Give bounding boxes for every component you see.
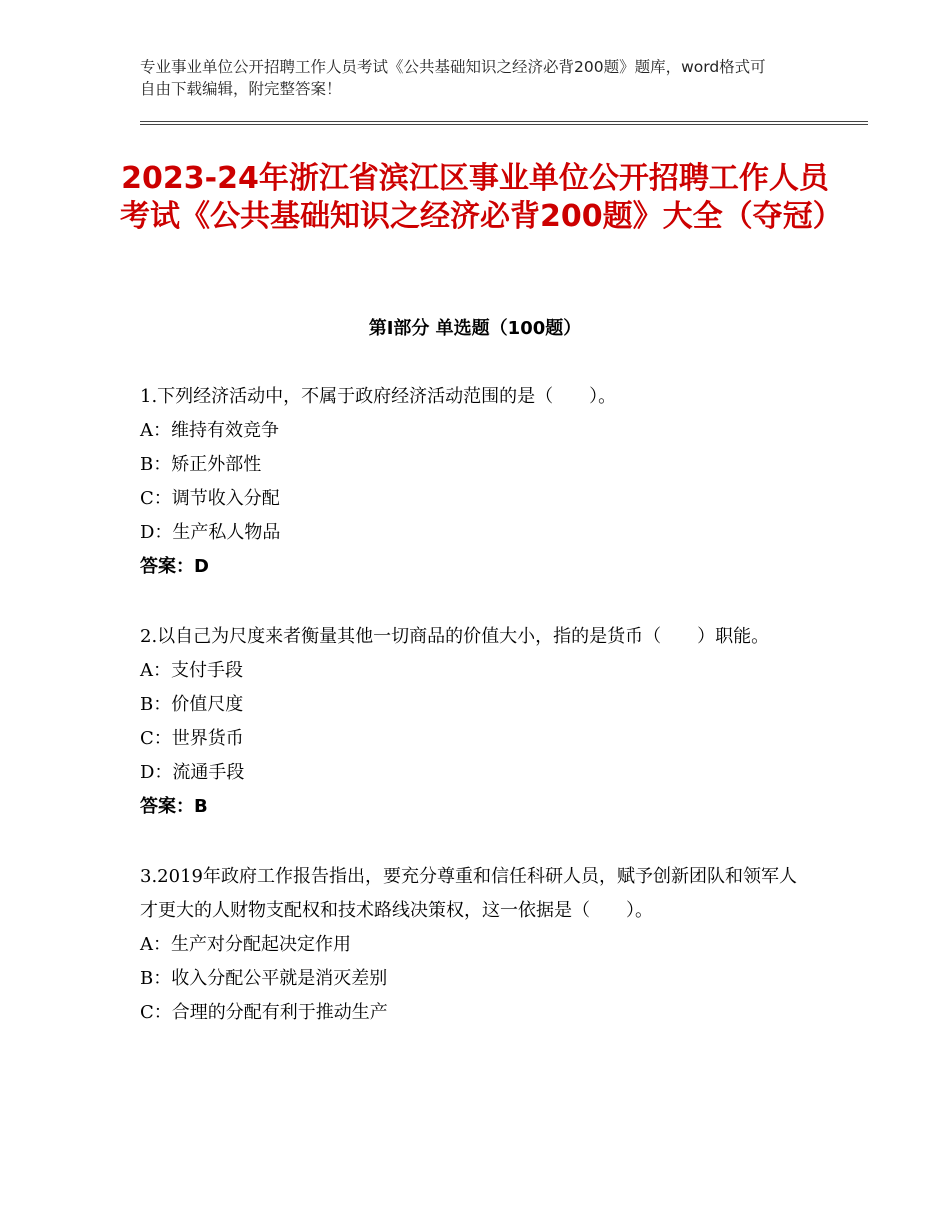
question-1 xyxy=(140,380,800,584)
option-b: B：矫正外部性 xyxy=(140,454,262,475)
header-note: 专业事业单位公开招聘工作人员考试《公共基础知识之经济必背200题》题库，word格式可自由下载编辑，附完整答案！ xyxy=(140,58,766,98)
option-c: C：合理的分配有利于推动生产 xyxy=(140,1002,388,1023)
answer: 答案：B xyxy=(140,796,208,817)
option-d: D：流通手段 xyxy=(140,762,245,783)
answer: 答案：D xyxy=(140,556,209,577)
header-divider xyxy=(140,121,868,125)
option-c: C：世界货币 xyxy=(140,728,244,749)
option-a: A：维持有效竞争 xyxy=(140,420,279,441)
option-c: C：调节收入分配 xyxy=(140,488,280,509)
option-a: A：生产对分配起决定作用 xyxy=(140,934,351,955)
question-2 xyxy=(140,620,800,824)
question-stem: 2.以自己为尺度来者衡量其他一切商品的价值大小，指的是货币（ ）职能。 xyxy=(140,626,770,647)
option-d: D：生产私人物品 xyxy=(140,522,281,543)
option-b: B：价值尺度 xyxy=(140,694,244,715)
question-stem: 3.2019年政府工作报告指出，要充分尊重和信任科研人员，赋予创新团队和领军人才更大的人财物支配权和技术路线决策权，这一依据是（ ）。 xyxy=(140,866,797,921)
question-3 xyxy=(140,860,800,1030)
question-list xyxy=(140,380,800,1066)
question-stem: 1.下列经济活动中，不属于政府经济活动范围的是（ ）。 xyxy=(140,386,617,407)
document-title: 2023-24年浙江省滨江区事业单位公开招聘工作人员考试《公共基础知识之经济必背200题》大全（夺冠） xyxy=(120,161,843,234)
section-title: 第Ⅰ部分 单选题（100题） xyxy=(368,318,582,339)
option-a: A：支付手段 xyxy=(140,660,243,681)
option-b: B：收入分配公平就是消灭差别 xyxy=(140,968,388,989)
